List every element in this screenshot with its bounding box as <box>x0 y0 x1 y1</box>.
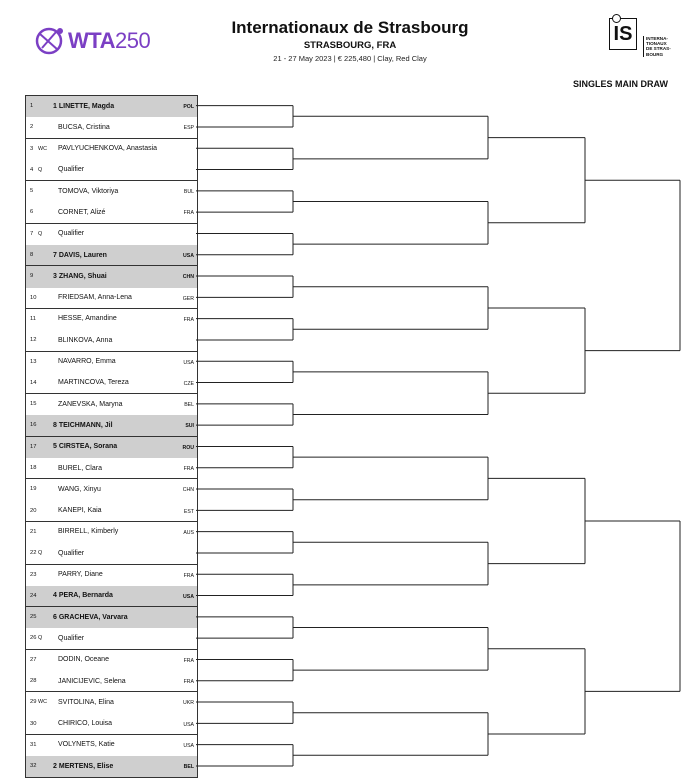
tournament-name: Internationaux de Strasbourg <box>231 18 469 37</box>
draw-slot <box>26 224 197 245</box>
bracket-match-line <box>196 702 293 723</box>
player-name: Qualifier <box>58 166 85 174</box>
bracket-match-line <box>488 308 585 393</box>
player-name: FRIEDSAM, Anna-Lena <box>58 294 132 302</box>
player-name-cell <box>58 656 109 663</box>
bracket-match-line <box>196 745 293 766</box>
draw-slot <box>26 692 197 713</box>
draw-type-label: SINGLES MAIN DRAW <box>572 79 668 89</box>
player-country: FRA <box>183 572 194 579</box>
entry-status: Q <box>38 550 43 557</box>
player-name: NAVARRO, Emma <box>58 358 116 366</box>
draw-list <box>25 95 198 778</box>
is-logo-text: INTERNA- TIONAUX DE STRAS- BOURG <box>643 36 676 57</box>
ball-icon <box>612 14 621 23</box>
player-name-cell <box>58 188 118 195</box>
player-country: AUS <box>183 529 194 536</box>
bracket-match-line <box>293 287 488 330</box>
draw-position: 6 <box>30 209 34 216</box>
draw-position: 23 <box>30 571 37 578</box>
draw-slot <box>26 650 197 671</box>
draw-slot <box>26 607 197 628</box>
bracket-match-line <box>196 489 293 510</box>
player-country: EST <box>183 508 194 515</box>
player-name-cell <box>53 614 128 621</box>
draw-slot <box>26 160 197 181</box>
player-name-cell <box>58 166 84 173</box>
player-country: FRA <box>183 657 194 664</box>
player-name-cell <box>58 145 157 152</box>
draw-position: 14 <box>30 379 37 386</box>
draw-position: 21 <box>30 528 37 535</box>
draw-slot <box>26 437 197 458</box>
player-name: DODIN, Oceane <box>58 656 109 664</box>
player-name-cell <box>58 401 123 408</box>
draw-position: 16 <box>30 422 37 429</box>
seed-number: 3 <box>53 272 57 280</box>
player-name: CIRSTEA, Sorana <box>58 443 118 451</box>
player-country: CHN <box>182 487 194 494</box>
player-name: SVITOLINA, Elina <box>58 698 114 706</box>
draw-position: 22 <box>30 550 37 557</box>
player-name: BUREL, Clara <box>58 464 102 472</box>
player-name-cell <box>58 358 116 365</box>
player-name-cell <box>53 103 114 110</box>
player-country: FRA <box>183 679 194 686</box>
draw-slot <box>26 543 197 564</box>
draw-slot <box>26 714 197 735</box>
draw-position: 10 <box>30 294 37 301</box>
player-name-cell <box>58 294 132 301</box>
player-name-cell <box>58 379 129 386</box>
seed-number: 1 <box>53 102 57 110</box>
player-name: WANG, Xinyu <box>58 485 101 493</box>
player-country: USA <box>183 721 194 728</box>
draw-slot <box>26 96 197 117</box>
player-name-cell <box>58 124 110 131</box>
bracket-match-line <box>196 446 293 467</box>
player-country: ESP <box>183 125 194 132</box>
bracket-match-line <box>196 361 293 382</box>
draw-position: 28 <box>30 678 37 685</box>
player-country: FRA <box>183 316 194 323</box>
seed-number: 6 <box>53 613 57 621</box>
draw-position: 17 <box>30 443 37 450</box>
player-country: USA <box>183 359 194 366</box>
bracket-match-line <box>196 233 293 254</box>
draw-slot <box>26 479 197 500</box>
player-name-cell <box>53 422 113 429</box>
player-country: CHN <box>182 274 194 281</box>
bracket-match-line <box>196 574 293 595</box>
draw-slot <box>26 309 197 330</box>
player-name: DAVIS, Lauren <box>58 251 107 259</box>
tournament-header <box>190 18 510 63</box>
player-name-cell <box>58 741 115 748</box>
player-name: MARTINCOVA, Tereza <box>58 379 129 387</box>
player-name: MERTENS, Elise <box>58 762 114 770</box>
player-name-cell <box>58 550 84 557</box>
draw-position: 1 <box>30 103 34 109</box>
wta-250-logo <box>34 22 164 60</box>
draw-slot <box>26 202 197 223</box>
seed-number: 4 <box>53 592 57 600</box>
draw-slot <box>26 586 197 607</box>
bracket-match-line <box>196 319 293 340</box>
draw-position: 4 <box>30 166 34 173</box>
player-name-cell <box>58 720 112 727</box>
player-name-cell <box>53 443 117 450</box>
player-name: Qualifier <box>58 549 85 557</box>
player-name-cell <box>58 230 84 237</box>
seed-number: 2 <box>53 762 57 770</box>
player-name-cell <box>58 486 101 493</box>
player-name: PAVLYUCHENKOVA, Anastasia <box>58 145 158 153</box>
player-name: TOMOVA, Viktoriya <box>58 187 119 195</box>
player-name: CHIRICO, Louisa <box>58 720 113 728</box>
draw-position: 5 <box>30 188 34 195</box>
player-name-cell <box>53 252 107 259</box>
player-name-cell <box>58 209 105 216</box>
player-country: BEL <box>183 764 194 771</box>
draw-position: 30 <box>30 720 37 727</box>
entry-status: Q <box>38 166 43 173</box>
draw-position: 32 <box>30 763 37 770</box>
player-name-cell <box>58 315 117 322</box>
player-country: POL <box>183 104 194 110</box>
draw-slot <box>26 373 197 394</box>
draw-slot <box>26 415 197 436</box>
player-name: Qualifier <box>58 230 85 238</box>
draw-position: 24 <box>30 592 37 599</box>
tournament-details: 21 - 27 May 2023 | € 225,480 | Clay, Red Clay <box>273 54 427 63</box>
player-country: USA <box>183 742 194 749</box>
bracket-match-line <box>196 404 293 425</box>
player-name: TEICHMANN, Jil <box>58 421 113 429</box>
player-name: BIRRELL, Kimberly <box>58 528 119 536</box>
draw-slot <box>26 245 197 266</box>
bracket-match-line <box>488 138 585 223</box>
bracket-match-line <box>196 276 293 297</box>
internationaux-strasbourg-logo <box>609 14 671 66</box>
wta-player-icon <box>34 24 68 58</box>
draw-slot <box>26 394 197 415</box>
bracket-match-line <box>196 659 293 680</box>
player-name-cell <box>58 678 126 685</box>
player-country: UKR <box>183 700 194 707</box>
player-country: BEL <box>184 402 194 409</box>
draw-slot <box>26 565 197 586</box>
bracket-match-line <box>293 457 488 500</box>
bracket-match-line <box>293 116 488 159</box>
bracket-match-line <box>293 542 488 585</box>
draw-position: 27 <box>30 656 37 663</box>
draw-position: 19 <box>30 486 37 493</box>
player-name: GRACHEVA, Varvara <box>58 613 128 621</box>
player-country: FRA <box>183 210 194 217</box>
player-name: ZHANG, Shuai <box>58 272 107 280</box>
is-logo-box: IS <box>609 18 637 50</box>
wta-logo-text: WTA250 <box>68 28 151 53</box>
entry-status: Q <box>38 230 43 237</box>
entry-status: Q <box>38 635 43 642</box>
player-name-cell <box>58 571 103 578</box>
entry-status: WC <box>38 699 47 706</box>
draw-slot <box>26 735 197 756</box>
player-name: PERA, Bernarda <box>58 592 113 600</box>
draw-slot <box>26 628 197 649</box>
draw-slot <box>26 671 197 692</box>
player-country: USA <box>183 253 194 260</box>
draw-position: 29 <box>30 699 37 706</box>
player-country: ROU <box>182 444 194 451</box>
bracket-match-line <box>293 202 488 245</box>
player-name-cell <box>58 337 112 344</box>
bracket-match-line <box>196 532 293 553</box>
player-name: CORNET, Alizé <box>58 208 106 216</box>
player-name-cell <box>58 507 102 514</box>
player-name: BLINKOVA, Anna <box>58 336 113 344</box>
player-name: PARRY, Diane <box>58 571 103 579</box>
player-name: LINETTE, Magda <box>58 102 115 110</box>
draw-slot <box>26 181 197 202</box>
draw-slot <box>26 288 197 309</box>
draw-slot <box>26 522 197 543</box>
player-name: BUCSA, Cristina <box>58 123 110 131</box>
draw-slot <box>26 117 197 138</box>
bracket-match-line <box>488 478 585 563</box>
player-country: BUL <box>183 189 194 196</box>
player-country: CZE <box>183 380 194 387</box>
draw-slot <box>26 756 197 777</box>
bracket-match-line <box>585 521 680 691</box>
bracket-match-line <box>293 372 488 415</box>
player-country: USA <box>183 593 194 600</box>
player-country: FRA <box>183 466 194 473</box>
bracket-match-line <box>488 649 585 734</box>
bracket-match-line <box>196 617 293 638</box>
draw-position: 2 <box>30 124 34 131</box>
player-name-cell <box>58 635 84 642</box>
bracket-match-line <box>196 106 293 127</box>
player-country: GER <box>182 295 194 302</box>
draw-position: 18 <box>30 465 37 472</box>
player-name: ZANEVSKA, Maryna <box>58 400 123 408</box>
draw-slot <box>26 330 197 351</box>
player-name: VOLYNETS, Katie <box>58 741 115 749</box>
bracket-match-line <box>293 713 488 756</box>
draw-position: 11 <box>30 315 37 322</box>
bracket-match-line <box>585 180 680 350</box>
seed-number: 5 <box>53 443 57 451</box>
player-name: KANEPI, Kaia <box>58 507 102 515</box>
player-name-cell <box>53 763 113 770</box>
tournament-location: STRASBOURG, FRA <box>303 40 397 51</box>
player-name-cell <box>58 699 114 706</box>
draw-position: 15 <box>30 401 37 408</box>
seed-number: 8 <box>53 421 57 429</box>
bracket-match-line <box>196 148 293 169</box>
draw-position: 26 <box>30 635 37 642</box>
player-name-cell <box>58 528 118 535</box>
draw-position: 3 <box>30 145 34 152</box>
draw-position: 12 <box>30 337 37 344</box>
draw-position: 20 <box>30 507 37 514</box>
player-name-cell <box>58 465 102 472</box>
draw-position: 31 <box>30 741 37 748</box>
player-name-cell <box>53 273 107 280</box>
entry-status: WC <box>38 145 47 152</box>
draw-position: 7 <box>30 230 34 237</box>
bracket-match-line <box>196 191 293 212</box>
draw-slot <box>26 501 197 522</box>
draw-slot <box>26 352 197 373</box>
draw-slot <box>26 458 197 479</box>
draw-position: 8 <box>30 252 34 259</box>
player-name: HESSE, Amandine <box>58 315 117 323</box>
draw-position: 25 <box>30 614 37 621</box>
player-name: Qualifier <box>58 634 85 642</box>
player-name: JANICIJEVIC, Selena <box>58 677 126 685</box>
seed-number: 7 <box>53 251 57 259</box>
draw-position: 13 <box>30 358 37 365</box>
player-name-cell <box>53 592 113 599</box>
player-country: SUI <box>185 423 194 430</box>
draw-slot <box>26 266 197 287</box>
draw-slot <box>26 139 197 160</box>
bracket-match-line <box>293 628 488 671</box>
draw-position: 9 <box>30 273 34 280</box>
